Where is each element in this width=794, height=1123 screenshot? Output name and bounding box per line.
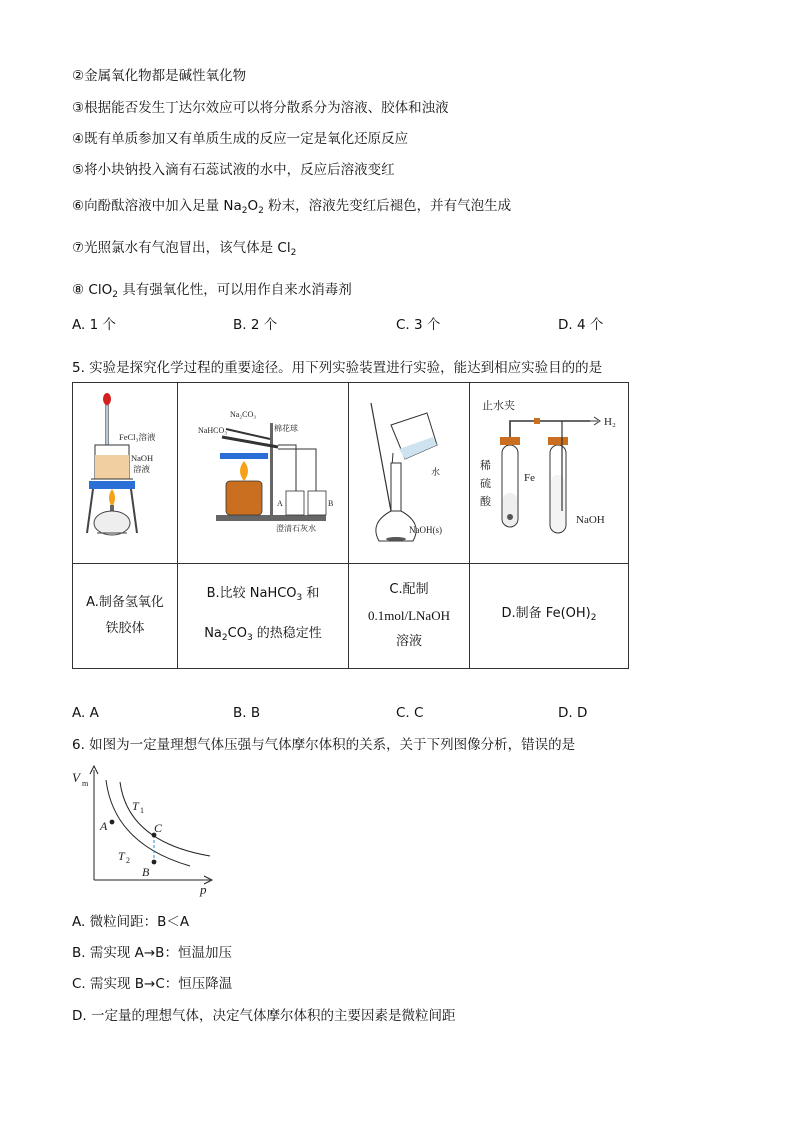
caption-b: B.比较 NaHCO$_3$ 和 $Na_2CO_3$ 的热稳定性 bbox=[178, 564, 349, 669]
q5-option-a: A. A bbox=[72, 705, 99, 721]
acid-label: 酸 bbox=[480, 496, 491, 508]
curve-t1-subscript: 1 bbox=[140, 806, 144, 815]
point-a-label: A bbox=[100, 819, 108, 833]
nahco3-label: NaHCO₃ bbox=[198, 426, 228, 435]
water-clamp-label: 止水夹 bbox=[482, 400, 515, 412]
caption-d: D.制备 $Fe(OH)_2$ bbox=[470, 564, 629, 669]
fecl3-label: FeCl₃溶液 bbox=[119, 432, 156, 442]
experiment-table bbox=[72, 382, 629, 669]
beaker-a-label: A bbox=[277, 499, 283, 508]
statement-8: ⑧ ClO$_2$ 具有强氧化性，可以用作自来水消毒剂 bbox=[72, 282, 352, 300]
statement-5: ⑤将小块钠投入滴有石蕊试液的水中，反应后溶液变红 bbox=[72, 162, 395, 178]
apparatus-a-cell bbox=[73, 383, 178, 564]
naoh-label: NaOH bbox=[131, 453, 154, 463]
q6-option-c: C. 需实现 B→C：恒压降温 bbox=[72, 976, 233, 992]
naoh-solution-label: 溶液 bbox=[133, 464, 151, 474]
q6-option-d: D. 一定量的理想气体，决定气体摩尔体积的主要因素是微粒间距 bbox=[72, 1008, 456, 1024]
beaker-b-label: B bbox=[328, 499, 334, 508]
point-b-label: B bbox=[142, 865, 150, 879]
statement-6: ⑥向酚酞溶液中加入足量 $Na_2O_2$ 粉末，溶液先变红后褪色，并有气泡生成 bbox=[72, 198, 512, 216]
curve-t1-label: T bbox=[132, 799, 139, 813]
apparatus-d-figure bbox=[470, 383, 628, 553]
apparatus-b-figure bbox=[178, 383, 348, 553]
q6-stem: 6. 如图为一定量理想气体压强与气体摩尔体积的关系，关于下列图像分析，错误的是 bbox=[72, 737, 576, 753]
caption-a: A.制备氢氧化 铁胶体 bbox=[73, 564, 178, 669]
apparatus-c-figure bbox=[349, 383, 469, 553]
pressure-volume-graph bbox=[70, 762, 220, 897]
statement-2: ②金属氧化物都是碱性氧化物 bbox=[72, 68, 247, 84]
cotton-ball-label: 棉花球 bbox=[274, 424, 298, 433]
q5-stem: 5. 实验是探究化学过程的重要途径。用下列实验装置进行实验，能达到相应实验目的的是 bbox=[72, 360, 603, 376]
q6-option-b: B. 需实现 A→B：恒温加压 bbox=[72, 945, 232, 961]
x-axis-label: p bbox=[200, 882, 207, 897]
water-label: 水 bbox=[431, 467, 441, 477]
q5-option-b: B. B bbox=[233, 705, 261, 721]
limewater-label: 澄清石灰水 bbox=[276, 524, 316, 533]
dilute-label: 稀 bbox=[480, 460, 491, 472]
q6-option-a: A. 微粒间距：B＜A bbox=[72, 914, 190, 930]
apparatus-a-figure bbox=[73, 383, 177, 553]
naoh-tube-label: NaOH bbox=[576, 514, 605, 526]
apparatus-b-cell bbox=[178, 383, 349, 564]
y-axis-subscript: m bbox=[82, 779, 89, 788]
na2co3-label: Na₂CO₃ bbox=[230, 410, 257, 419]
q4-option-a: A. 1 个 bbox=[72, 317, 116, 333]
q4-option-b: B. 2 个 bbox=[233, 317, 278, 333]
curve-t2-subscript: 2 bbox=[126, 856, 130, 865]
curve-t2-label: T bbox=[118, 849, 125, 863]
point-c-label: C bbox=[154, 821, 163, 835]
naoh-solid-label: NaOH(s) bbox=[409, 525, 442, 535]
apparatus-d-cell bbox=[470, 383, 629, 564]
statement-3: ③根据能否发生丁达尔效应可以将分散系分为溶液、胶体和浊液 bbox=[72, 100, 449, 116]
statement-7: ⑦光照氯水有气泡冒出，该气体是 $Cl_2$ bbox=[72, 240, 297, 258]
sulfuric-label: 硫 bbox=[480, 478, 491, 490]
hydrogen-label: H₂ bbox=[604, 416, 616, 428]
q4-option-d: D. 4 个 bbox=[558, 317, 604, 333]
statement-4: ④既有单质参加又有单质生成的反应一定是氧化还原反应 bbox=[72, 131, 409, 147]
caption-c: C.配制 0.1mol/LNaOH 溶液 bbox=[349, 564, 470, 669]
q4-option-c: C. 3 个 bbox=[396, 317, 441, 333]
y-axis-label: V bbox=[72, 770, 80, 785]
apparatus-c-cell bbox=[349, 383, 470, 564]
q5-option-d: D. D bbox=[558, 705, 588, 721]
q5-option-c: C. C bbox=[396, 705, 424, 721]
iron-label: Fe bbox=[524, 472, 535, 484]
